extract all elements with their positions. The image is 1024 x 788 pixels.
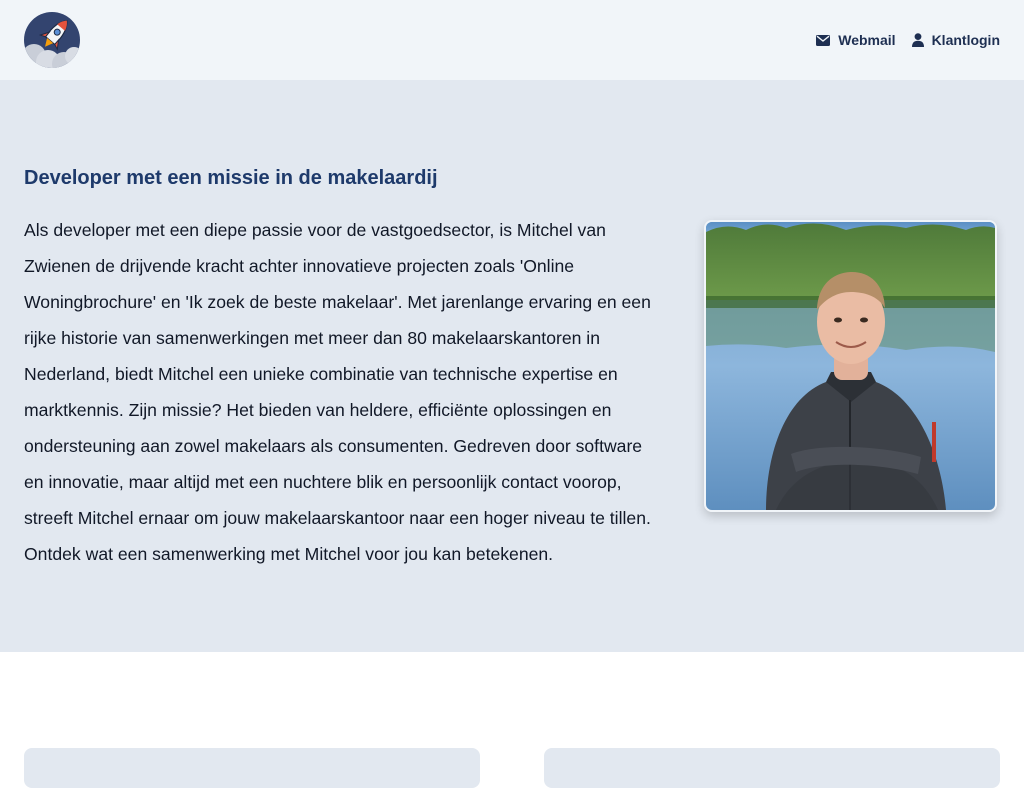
portrait-photo (704, 220, 997, 512)
user-icon (912, 33, 924, 47)
klantlogin-label: Klantlogin (931, 32, 1000, 48)
feature-card-left (24, 748, 480, 788)
envelope-icon (816, 35, 830, 46)
webmail-link[interactable] (816, 32, 895, 48)
hero-paragraph: Als developer met een diepe passie voor de vastgoedsector, is Mitchel van Zwienen de drijvende kracht achter innovatieve projecten zoals 'Online Woningbrochure' en 'Ik zoek de beste makelaar'. Met jarenlange ervaring en een rijke historie van samenwerkingen met meer dan 80 makelaarskantoren in Nederland, biedt Mitchel een unieke combinatie van technische expertise en marktkennis. Zijn missie? Het bieden van heldere, efficiënte oplossingen en ondersteuning aan zowel makelaars als consumenten. Gedreven door software en innovatie, maar altijd met een nuchtere blik en persoonlijk contact voorop, streeft Mitchel ernaar om jouw makelaarskantoor naar een hoger niveau te tillen. Ontdek wat een samenwerking met Mitchel voor jou kan betekenen. (24, 220, 651, 564)
klantlogin-link[interactable] (912, 32, 1000, 48)
hero-section (0, 80, 1024, 652)
webmail-label: Webmail (838, 32, 896, 48)
feature-card-right (544, 748, 1000, 788)
site-header (0, 0, 1024, 80)
top-nav (816, 0, 1000, 80)
hero-title: Developer met een missie in de makelaardij (24, 167, 438, 189)
rocket-logo-icon[interactable] (24, 12, 80, 68)
